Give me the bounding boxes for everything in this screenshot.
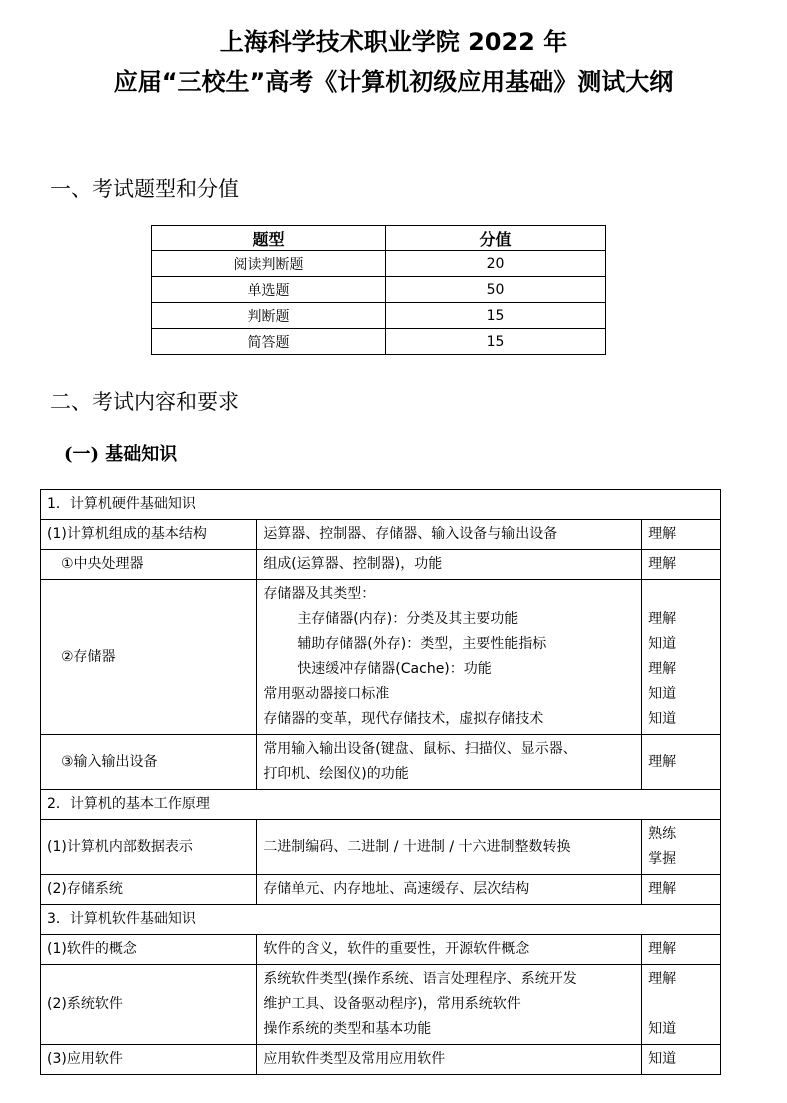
desc-cell: 应用软件类型及常用应用软件 — [257, 1045, 642, 1075]
table-row — [41, 735, 721, 790]
desc-line: 维护工具、设备驱动程序)，常用系统软件 — [263, 996, 521, 1012]
level-cell — [642, 965, 721, 1045]
item-cell: (2)系统软件 — [41, 965, 257, 1045]
item-cell: (2)存储系统 — [41, 875, 257, 905]
section2-heading: 二、考试内容和要求 — [50, 390, 239, 414]
level-cell: 理解 — [642, 735, 721, 790]
question-type-cell: 判断题 — [152, 303, 386, 329]
table-row — [152, 277, 606, 303]
level-cell: 理解 — [642, 550, 721, 580]
score-cell: 15 — [386, 329, 606, 355]
desc-line: 快速缓冲存储器(Cache)：功能 — [297, 661, 492, 677]
level-cell: 理解 — [642, 875, 721, 905]
table-row — [152, 303, 606, 329]
document-title-line1: 上海科学技术职业学院 2022 年 — [219, 28, 568, 56]
desc-cell — [257, 735, 642, 790]
section-title: 1．计算机硬件基础知识 — [41, 490, 721, 520]
desc-cell: 软件的含义，软件的重要性，开源软件概念 — [257, 935, 642, 965]
item-cell: (1)软件的概念 — [41, 935, 257, 965]
desc-cell: 二进制编码、二进制 / 十进制 / 十六进制整数转换 — [257, 820, 642, 875]
level-line: 熟练 — [648, 826, 677, 842]
desc-line: 常用驱动器接口标准 — [263, 686, 390, 702]
desc-line: 主存储器(内存)：分类及其主要功能 — [297, 611, 519, 627]
desc-line: 存储器的变革，现代存储技术，虚拟存储技术 — [263, 711, 544, 727]
item-cell: ②存储器 — [41, 580, 257, 735]
level-line: 知道 — [648, 686, 677, 702]
desc-line: 存储器及其类型： — [263, 586, 376, 602]
level-line: 理解 — [648, 611, 677, 627]
desc-cell: 运算器、控制器、存储器、输入设备与输出设备 — [257, 520, 642, 550]
level-line — [648, 992, 714, 1017]
item-cell: (3)应用软件 — [41, 1045, 257, 1075]
question-type-cell: 阅读判断题 — [152, 251, 386, 277]
level-line: 掌握 — [648, 851, 677, 867]
desc-line: 操作系统的类型和基本功能 — [263, 1021, 432, 1037]
table-row — [152, 329, 606, 355]
desc-cell — [257, 965, 642, 1045]
table-row — [41, 820, 721, 875]
level-line: 理解 — [648, 661, 677, 677]
section-row — [41, 790, 721, 820]
desc-line: 系统软件类型(操作系统、语言处理程序、系统开发 — [263, 971, 577, 987]
header-score: 分值 — [386, 226, 606, 251]
item-cell: (1)计算机内部数据表示 — [41, 820, 257, 875]
question-type-cell: 单选题 — [152, 277, 386, 303]
item-cell: ①中央处理器 — [41, 550, 257, 580]
item-cell: (1)计算机组成的基本结构 — [41, 520, 257, 550]
desc-line: 常用输入输出设备(键盘、鼠标、扫描仪、显示器、 — [263, 741, 577, 757]
table-row — [41, 1045, 721, 1075]
table-row — [41, 550, 721, 580]
score-cell: 20 — [386, 251, 606, 277]
section-title: 3．计算机软件基础知识 — [41, 905, 721, 935]
level-line: 知道 — [648, 1021, 677, 1037]
section-title: 2．计算机的基本工作原理 — [41, 790, 721, 820]
score-table — [151, 225, 606, 355]
level-cell: 知道 — [642, 1045, 721, 1075]
section-row — [41, 490, 721, 520]
table-row — [41, 520, 721, 550]
section1-heading: 一、考试题型和分值 — [50, 177, 239, 201]
desc-cell: 存储单元、内存地址、高速缓存、层次结构 — [257, 875, 642, 905]
level-line — [648, 582, 714, 607]
desc-cell — [257, 580, 642, 735]
document-title-line2: 应届“三校生”高考《计算机初级应用基础》测试大纲 — [113, 68, 674, 96]
content-table — [40, 489, 721, 1075]
level-cell: 理解 — [642, 935, 721, 965]
subsection-heading: (一) 基础知识 — [64, 444, 178, 465]
table-row — [41, 875, 721, 905]
level-line: 知道 — [648, 711, 677, 727]
desc-cell: 组成(运算器、控制器)，功能 — [257, 550, 642, 580]
table-row — [41, 965, 721, 1045]
desc-line: 打印机、绘图仪)的功能 — [263, 766, 409, 782]
question-type-cell: 简答题 — [152, 329, 386, 355]
section-row — [41, 905, 721, 935]
header-question-type: 题型 — [152, 226, 386, 251]
level-line: 知道 — [648, 636, 677, 652]
table-header-row — [152, 226, 606, 251]
desc-line: 辅助存储器(外存)：类型，主要性能指标 — [297, 636, 547, 652]
score-cell: 15 — [386, 303, 606, 329]
level-line: 理解 — [648, 971, 677, 987]
item-cell: ③输入输出设备 — [41, 735, 257, 790]
level-cell — [642, 820, 721, 875]
score-cell: 50 — [386, 277, 606, 303]
table-row — [41, 580, 721, 735]
level-cell: 理解 — [642, 520, 721, 550]
table-row — [152, 251, 606, 277]
table-row — [41, 935, 721, 965]
level-cell — [642, 580, 721, 735]
